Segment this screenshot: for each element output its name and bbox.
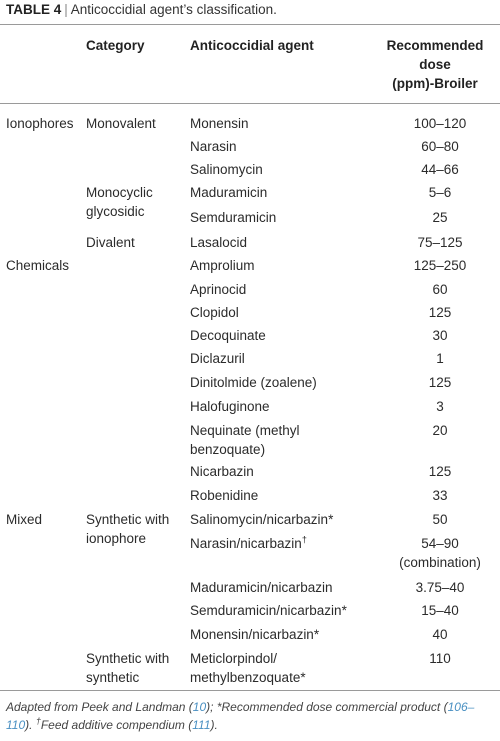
agent-name: Monensin (190, 116, 249, 131)
agent-name: Meticlorpindol/ methylbenzoquate* (190, 651, 306, 685)
reference-link[interactable]: 106–110 (6, 700, 475, 732)
dose-note: (combination) (399, 555, 481, 570)
header-category: Category (86, 38, 145, 53)
category-label: Monovalent (86, 116, 156, 131)
dose-value: 3.75–40 (415, 580, 465, 595)
agent-name: Salinomycin/nicarbazin* (190, 512, 334, 527)
dose-value: 50 (432, 512, 448, 527)
dose-value: 5–6 (428, 185, 452, 200)
footnote-text: Adapted from Peek and Landman ( (6, 700, 193, 714)
table-footnote (6, 698, 496, 734)
group-label: Ionophores (6, 116, 74, 131)
agent-name: Dinitolmide (zoalene) (190, 375, 317, 390)
dagger-mark: † (301, 534, 307, 545)
agent-name: Aprinocid (190, 282, 247, 297)
table-label: TABLE 4 (6, 2, 62, 17)
dose-value: 75–125 (417, 235, 463, 250)
footnote-text: ). (210, 718, 218, 732)
header-agent: Anticoccidial agent (190, 38, 314, 53)
dagger-mark: † (35, 716, 41, 726)
dose-value: 44–66 (421, 162, 459, 177)
agent-name: Semduramicin/nicarbazin* (190, 603, 347, 618)
agent-name: Amprolium (190, 258, 255, 273)
category-label: Monocyclic glycosidic (86, 185, 153, 219)
dose-value: 15–40 (421, 603, 459, 618)
top-rule (0, 24, 500, 25)
category-label: Divalent (86, 235, 135, 250)
agent-name: Maduramicin (190, 185, 268, 200)
bottom-rule (0, 690, 500, 691)
group-label: Mixed (6, 512, 43, 527)
dose-range: 54–90 (421, 536, 459, 551)
agent-name: Clopidol (190, 305, 239, 320)
agent-name: Nicarbazin (190, 464, 254, 479)
footnote-text: Feed additive compendium ( (40, 718, 193, 732)
category-label: Synthetic with ionophore (86, 512, 170, 546)
dose-value: 3 (436, 399, 444, 414)
dose-value: 20 (432, 423, 448, 438)
group-label: Chemicals (6, 258, 70, 273)
category-label: Synthetic with synthetic (86, 651, 170, 685)
dose-value: 100–120 (413, 116, 467, 131)
dose-value: 125 (428, 464, 452, 479)
dose-value: 1 (436, 351, 444, 366)
agent-name: Monensin/nicarbazin* (190, 627, 320, 642)
dose-value: 110 (429, 651, 451, 666)
dose-value (370, 534, 500, 572)
dose-value: 33 (432, 488, 448, 503)
agent-name (190, 534, 360, 553)
dose-value: 30 (432, 328, 448, 343)
table-caption: Anticoccidial agent’s classification. (70, 2, 277, 17)
agent-name: Narasin (190, 139, 237, 154)
dose-value: 25 (432, 210, 448, 225)
header-dose-line-1: Recommended (386, 38, 484, 53)
agent-name: Halofuginone (190, 399, 270, 414)
dose-value: 125–250 (413, 258, 467, 273)
title-separator: | (64, 2, 68, 17)
header-dose-line-2: dose (419, 57, 451, 72)
agent-name: Robenidine (190, 488, 259, 503)
dose-value: 60 (432, 282, 448, 297)
dose-value: 125 (428, 305, 452, 320)
header-dose-line-3: (ppm)-Broiler (392, 76, 478, 91)
agent-name: Semduramicin (190, 210, 277, 225)
agent-name: Salinomycin (190, 162, 263, 177)
reference-link[interactable]: 10 (192, 700, 207, 714)
dose-value: 60–80 (421, 139, 459, 154)
agent-name: Lasalocid (190, 235, 248, 250)
footnote-text: ). (25, 718, 36, 732)
dose-value: 40 (432, 627, 448, 642)
table-title (6, 2, 277, 17)
footnote-text: ); *Recommended dose commercial product ( (206, 700, 448, 714)
agent-name: Maduramicin/nicarbazin (190, 580, 333, 595)
agent-name: Diclazuril (190, 351, 245, 366)
agent-name: Decoquinate (190, 328, 266, 343)
agent-name-text: Narasin/nicarbazin (190, 536, 302, 551)
header-rule (0, 103, 500, 104)
dose-value: 125 (428, 375, 452, 390)
reference-link[interactable]: 111 (192, 718, 211, 732)
agent-name: Nequinate (methyl benzoquate) (190, 423, 300, 457)
header-dose (370, 36, 500, 93)
